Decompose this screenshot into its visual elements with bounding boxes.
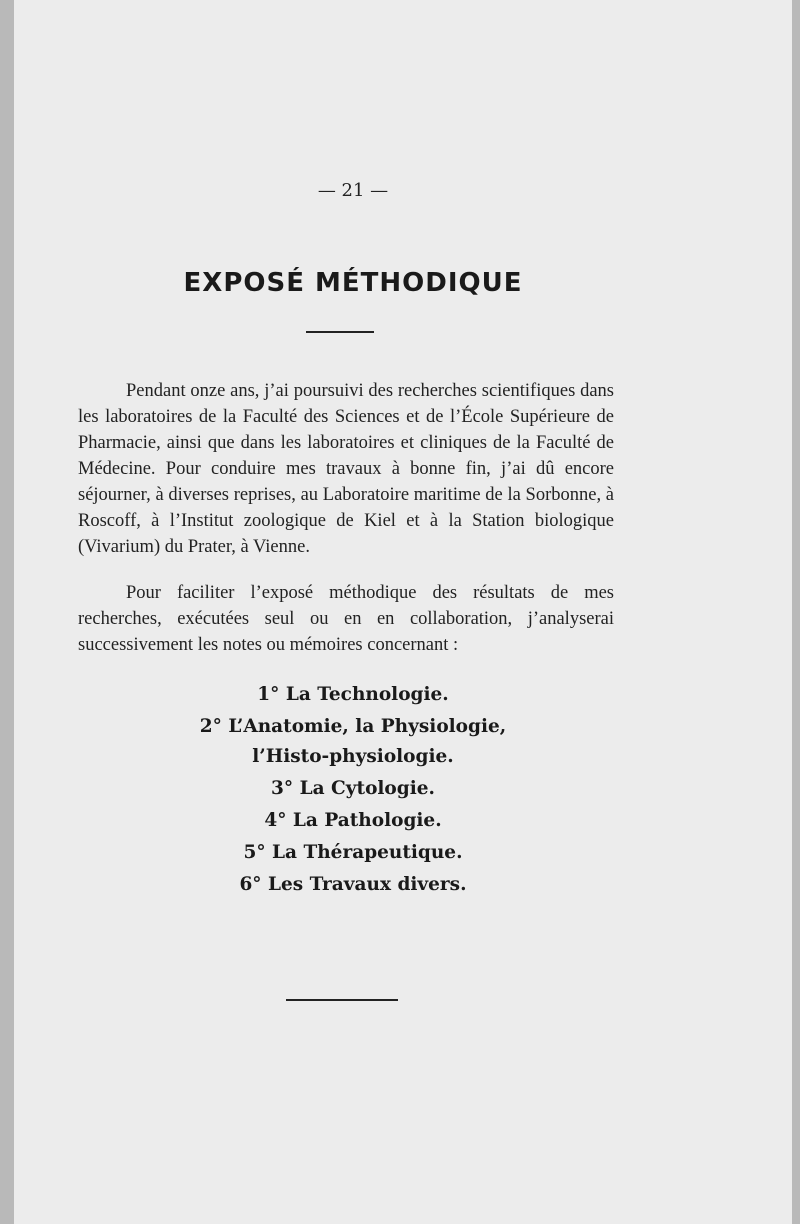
topic-item: l’Histo-physiologie. bbox=[252, 746, 454, 767]
topics-list bbox=[14, 680, 692, 900]
end-divider bbox=[286, 999, 398, 1001]
method-paragraph: Pour faciliter l’exposé méthodique des résultats de mes recherches, exécutées seul ou en en collaboration, j’analyserai successivement les notes ou mémoires concernant : bbox=[78, 583, 614, 655]
document-page bbox=[14, 0, 792, 1224]
topic-item: 4° La Pathologie. bbox=[264, 810, 442, 831]
topic-item: 3° La Cytologie. bbox=[271, 778, 435, 799]
intro-paragraph: Pendant onze ans, j’ai poursuivi des recherches scientifiques dans les laboratoires de la Faculté des Sciences et de l’École Supérieure de Pharmacie, ainsi que dans les laboratoires et cliniques de la Faculté de Médecine. Pour conduire mes travaux à bonne fin, j’ai dû encore séjourner, à diverses reprises, au Laboratoire maritime de la Sorbonne, à Roscoff, à l’Institut zoologique de Kiel et à la Station biologique (Vivarium) du Prater, à Vienne. bbox=[78, 381, 614, 557]
topic-item: 2° L’Anatomie, la Physiologie, bbox=[199, 716, 507, 737]
page-number: — 21 — bbox=[317, 180, 389, 201]
heading-divider bbox=[306, 331, 374, 333]
topic-item: 1° La Technologie. bbox=[257, 684, 449, 705]
topic-item: 6° Les Travaux divers. bbox=[239, 874, 467, 895]
topic-item: 5° La Thérapeutique. bbox=[243, 842, 463, 863]
section-heading: EXPOSÉ MÉTHODIQUE bbox=[183, 268, 523, 298]
